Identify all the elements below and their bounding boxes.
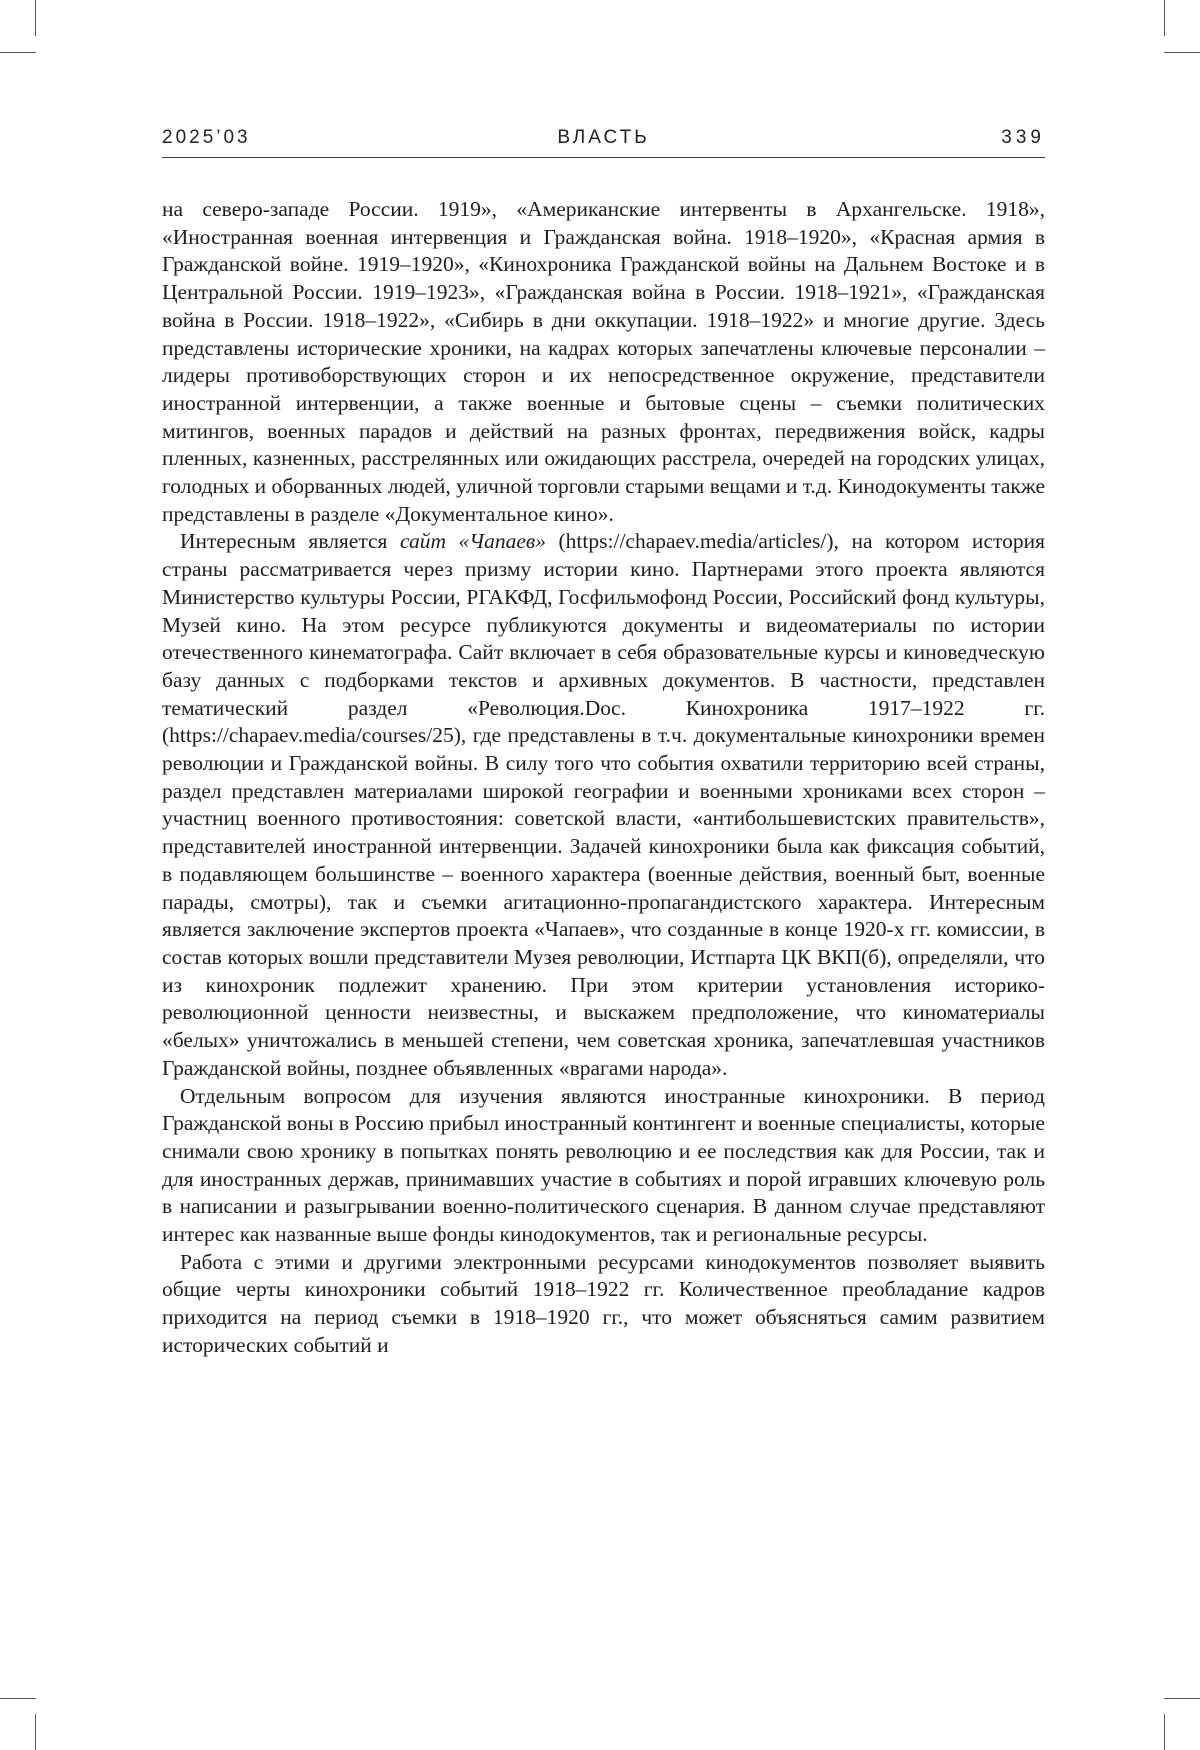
issue-number: 2025’03 [162,125,251,151]
crop-mark-bottom-right-vertical [1164,1714,1165,1750]
header-rule [162,157,1045,158]
paragraph-foreign-chronicles: Отдельным вопросом для изучения являются иностранные кинохроники. В период Гражданской воны в Россию прибыл иностранный контингент и военные специалисты, которые снимали свою хронику в попытках понять революцию и ее последствия как для России, так и для иностранных держав, принимавших участие в событиях и порой игравших ключевую роль в написании и разыгрывании военно-политического сценария. В данном случае представляют интерес как названные выше фонды кинодокументов, так и региональные ресурсы. [162,1083,1045,1249]
crop-mark-top-left-vertical [35,0,36,36]
journal-title: ВЛАСТЬ [162,125,1045,151]
page-number: 339 [1001,125,1045,151]
running-header [162,125,1045,151]
paragraph-electronic-resources: Работа с этими и другими электронными ресурсами кинодокументов позволяет выявить общие черты кинохроники событий 1918–1922 гг. Количественное преобладание кадров приходится на период съемки в 1918–1920 гг., что может объясняться самим развитием исторических событий и [162,1249,1045,1360]
crop-mark-top-right-horizontal [1164,52,1200,53]
paragraph-continued: на северо-западе России. 1919», «Американские интервенты в Архангельске. 1918», «Иностранная военная интервенция и Гражданская война. 1918–1920», «Красная армия в Гражданской войне. 1919–1920», «Кинохроника Гражданской войны на Дальнем Востоке и в Центральной России. 1919–1923», «Гражданская война в России. 1918–1921», «Гражданская война в России. 1918–1922», «Сибирь в дни оккупации. 1918–1922» и многие другие. Здесь представлены исторические хроники, на кадрах которых запечатлены ключевые персоналии – лидеры противоборствующих сторон и их непосредственное окружение, представители иностранной интервенции, а также военные и бытовые сцены – съемки политических митингов, военных парадов и действий на разных фронтах, передвижения войск, кадры пленных, казненных, расстрелянных или ожидающих расстрела, очередей на городских улицах, голодных и оборванных людей, уличной торговли старыми вещами и т.д. Кинодокументы также представлены в разделе «Документальное кино». [162,196,1045,528]
paragraph-chapaev [162,528,1045,1082]
paragraph-chapaev-lead: Интересным является [180,529,400,553]
article-body [162,196,1045,1360]
crop-mark-bottom-left-horizontal [0,1698,36,1699]
crop-mark-top-left-horizontal [0,52,36,53]
site-name-italic: сайт «Чапаев» [400,529,546,553]
crop-mark-bottom-right-horizontal [1164,1698,1200,1699]
crop-mark-top-right-vertical [1164,0,1165,36]
crop-mark-bottom-left-vertical [35,1714,36,1750]
paragraph-chapaev-rest: (https://chapaev.media/articles/), на котором история страны рассматривается через призму истории кино. Партнерами этого проекта являются Министерство культуры России, РГАКФД, Госфильмофонд России, Российский фонд культуры, Музей кино. На этом ресурсе публикуются документы и видеоматериалы по истории отечественного кинематографа. Сайт включает в себя образовательные курсы и киноведческую базу данных с подборками текстов и архивных документов. В частности, представлен тематический раздел «Революция.Doc. Кинохроника 1917–1922 гг. (https://chapaev.media/courses/25), где представлены в т.ч. документальные кинохроники времен революции и Гражданской войны. В силу того что события охватили территорию всей страны, раздел представлен материалами широкой географии и военными хрониками всех сторон – участниц военного противостояния: советской власти, «антибольшевистских правительств», представителей иностранной интервенции. Задачей кинохроники была как фиксация событий, в подавляющем большинстве – военного характера (военные действия, военный быт, военные парады, смотры), так и съемки агитационно-пропагандистского характера. Интересным является заключение экспертов проекта «Чапаев», что созданные в конце 1920-х гг. комиссии, в состав которых вошли представители Музея революции, Истпарта ЦК ВКП(б), определяли, что из кинохроник подлежит хранению. При этом критерии установления историко-революционной ценности неизвестны, и выскажем предположение, что киноматериалы «белых» уничтожались в меньшей степени, чем советская хроника, запечатлевшая участников Гражданской войны, позднее объявленных «врагами народа». [162,529,1045,1079]
